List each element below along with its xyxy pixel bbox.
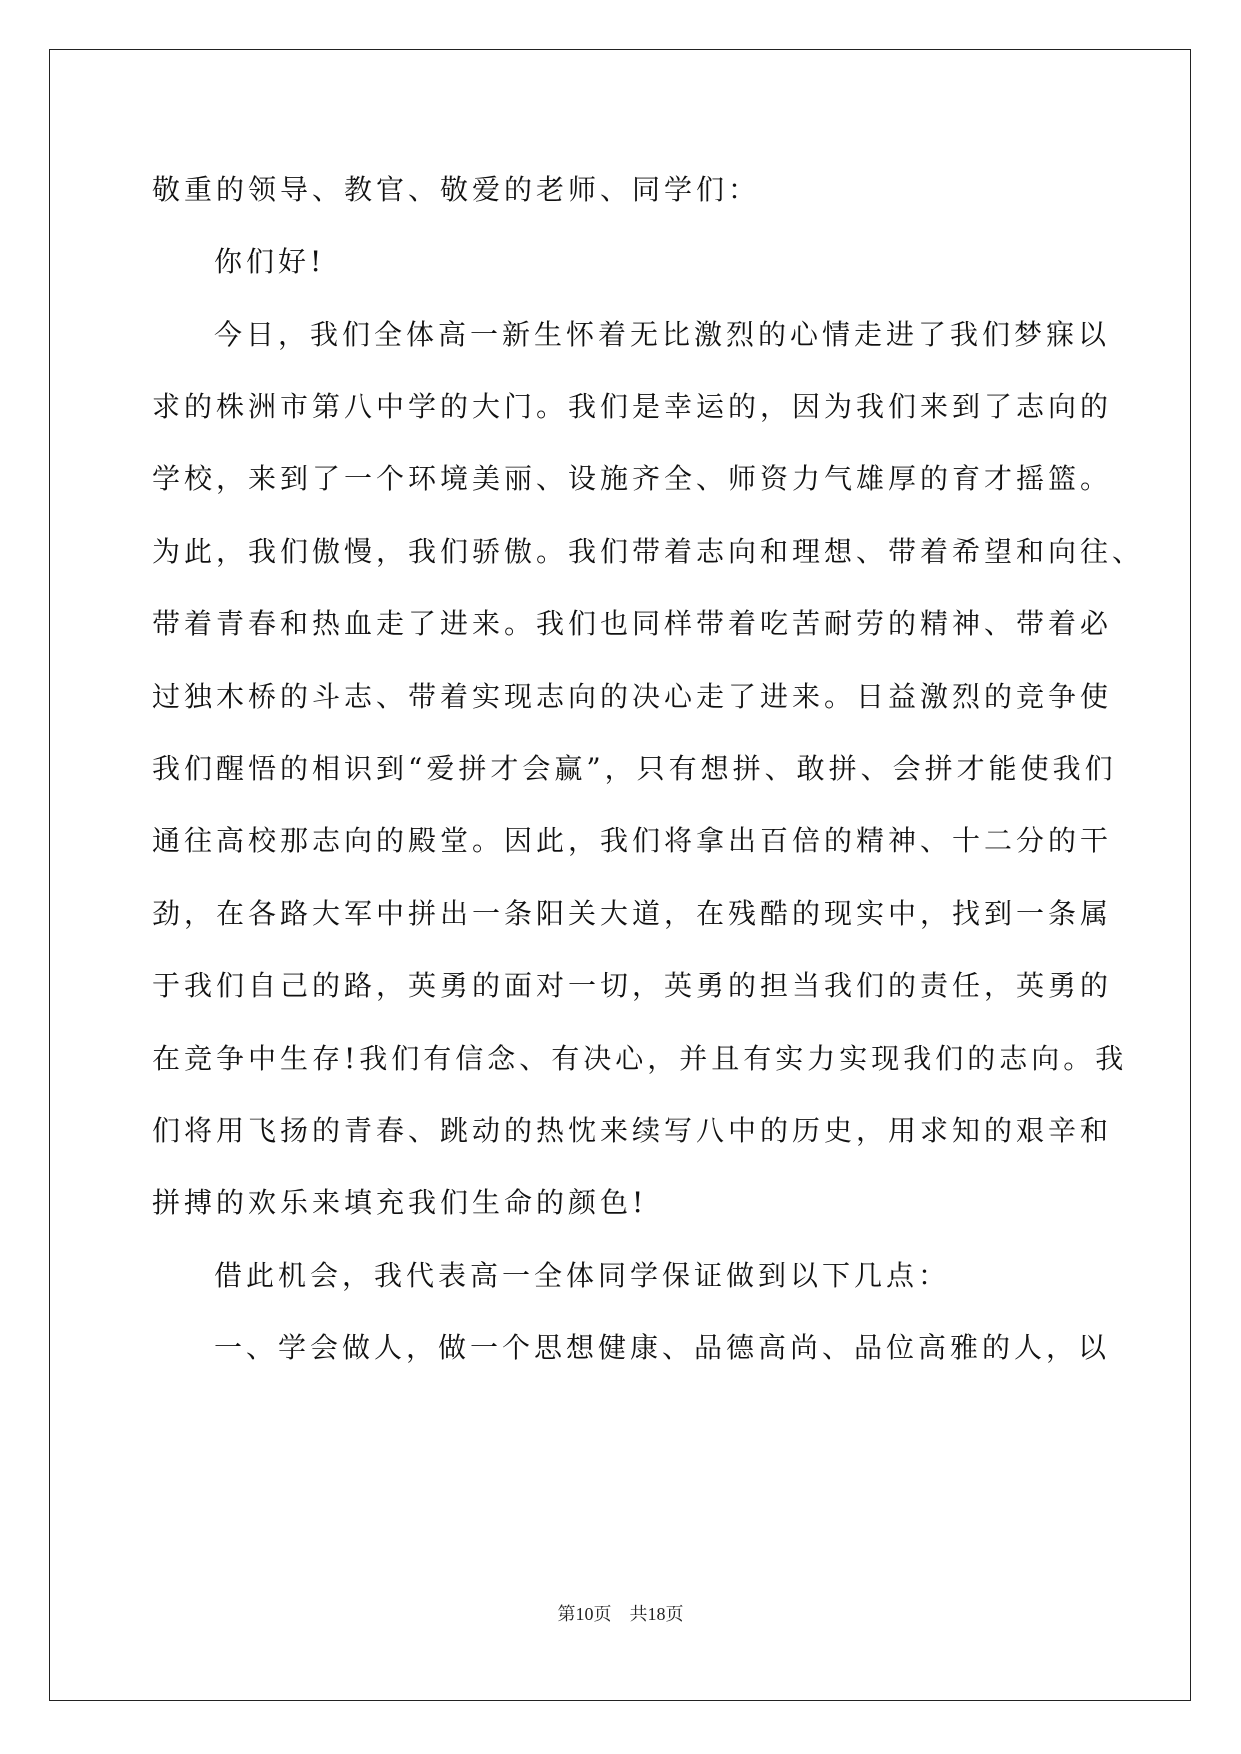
paragraph-line: 于我们自己的路，英勇的面对一切，英勇的担当我们的责任，英勇的 <box>152 969 1113 1002</box>
greeting: 你们好! <box>214 245 326 278</box>
paragraph-line: 学校，来到了一个环境美丽、设施齐全、师资力气雄厚的育才摇篮。 <box>152 462 1113 495</box>
salutation: 敬重的领导、教官、敬爱的老师、同学们： <box>152 173 761 206</box>
paragraph-3-line: 一、学会做人，做一个思想健康、品德高尚、品位高雅的人，以 <box>214 1331 1111 1364</box>
paragraph-line: 在竞争中生存!我们有信念、有决心，并且有实力实现我们的志向。我 <box>152 1042 1128 1075</box>
paragraph-2: 借此机会，我代表高一全体同学保证做到以下几点： <box>214 1259 951 1292</box>
paragraph-line: 劲，在各路大军中拼出一条阳关大道，在残酷的现实中，找到一条属 <box>152 897 1113 930</box>
page-border <box>49 49 1191 1701</box>
paragraph-line: 我们醒悟的相识到“爱拼才会赢”，只有想拼、敢拼、会拼才能使我们 <box>152 752 1117 785</box>
page-footer <box>0 1600 1241 1626</box>
paragraph-line: 为此，我们傲慢，我们骄傲。我们带着志向和理想、带着希望和向往、 <box>152 535 1145 568</box>
page-total: 共18页 <box>629 1604 684 1624</box>
paragraph-line: 拼搏的欢乐来填充我们生命的颜色! <box>152 1186 648 1219</box>
paragraph-line: 过独木桥的斗志、带着实现志向的决心走了进来。日益激烈的竞争使 <box>152 680 1113 713</box>
paragraph-line: 通往高校那志向的殿堂。因此，我们将拿出百倍的精神、十二分的干 <box>152 824 1113 857</box>
paragraph-line: 求的株洲市第八中学的大门。我们是幸运的，因为我们来到了志向的 <box>152 390 1113 423</box>
paragraph-line: 今日，我们全体高一新生怀着无比激烈的心情走进了我们梦寐以 <box>214 318 1111 351</box>
paragraph-line: 带着青春和热血走了进来。我们也同样带着吃苦耐劳的精神、带着必 <box>152 607 1113 640</box>
paragraph-line: 们将用飞扬的青春、跳动的热忱来续写八中的历史，用求知的艰辛和 <box>152 1114 1113 1147</box>
page-number: 第10页 <box>557 1604 612 1624</box>
